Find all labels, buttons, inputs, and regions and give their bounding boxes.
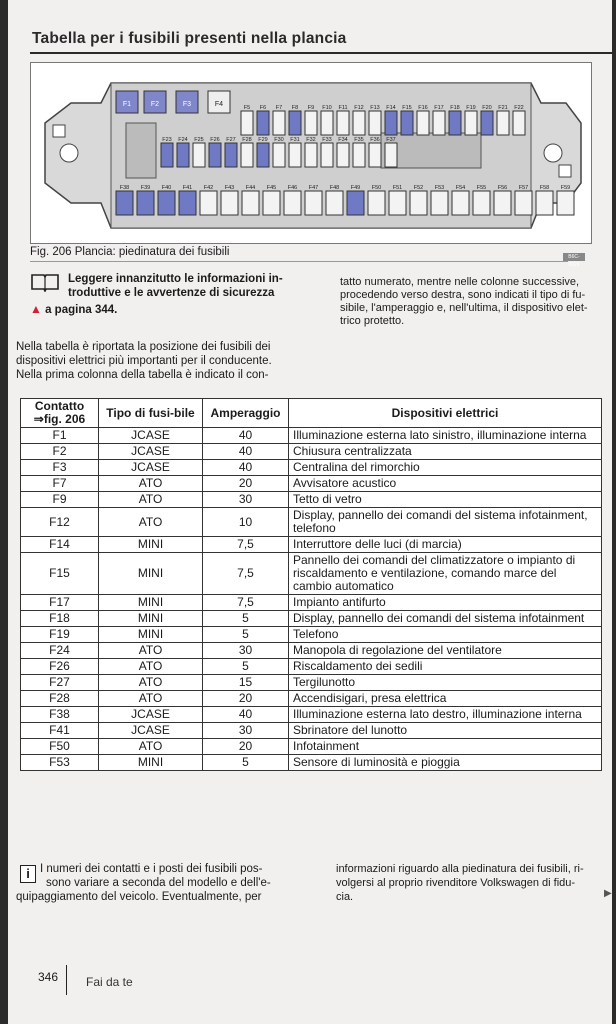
fuse-slot (515, 191, 532, 215)
fuse-label: F11 (338, 105, 348, 111)
fuse-label: F2 (150, 101, 160, 108)
cell-contact: F9 (21, 492, 99, 508)
fuse-label: F29 (258, 137, 268, 143)
fuse-label: F21 (498, 105, 508, 111)
fuse-slot (326, 191, 343, 215)
title-rule (30, 52, 612, 54)
fuse-slot (177, 143, 189, 167)
cell-device: Infotainment (289, 739, 602, 755)
cell-contact: F18 (21, 611, 99, 627)
fuse-slot (158, 191, 175, 215)
fuse-label: F5 (243, 105, 251, 111)
fuse-label: F45 (266, 185, 277, 191)
fuse-box-drawing (31, 63, 591, 243)
fuse-label: F38 (119, 185, 130, 191)
fuse-label: F15 (402, 105, 412, 111)
fuse-slot (273, 143, 285, 167)
fuse-slot (137, 191, 154, 215)
fuse-slot (241, 143, 253, 167)
fuse-slot (353, 111, 365, 135)
fuse-label: F35 (354, 137, 364, 143)
cell-amperage: 20 (203, 739, 289, 755)
footer-divider (66, 965, 67, 995)
cell-contact: F38 (21, 707, 99, 723)
intro-right-column (340, 276, 610, 328)
table-row (21, 508, 602, 537)
table-row (21, 707, 602, 723)
cell-amperage: 7,5 (203, 537, 289, 553)
para-left-line: dispositivi elettrici più importanti per il conducente. (16, 355, 272, 367)
fuse-slot (116, 191, 133, 215)
fuse-label: F56 (497, 185, 508, 191)
cell-type: ATO (99, 476, 203, 492)
table-row (21, 755, 602, 771)
fuse-slot (465, 111, 477, 135)
fuse-label: F23 (162, 137, 172, 143)
cell-type: MINI (99, 627, 203, 643)
fuse-label: F14 (386, 105, 396, 111)
table-row (21, 537, 602, 553)
table-row (21, 428, 602, 444)
fuse-slot (284, 191, 301, 215)
cell-type: JCASE (99, 428, 203, 444)
fuse-label: F36 (370, 137, 380, 143)
fuse-label: F46 (287, 185, 298, 191)
cell-device: Manopola di regolazione del ventilatore (289, 643, 602, 659)
table-row (21, 444, 602, 460)
fuse-slot (273, 111, 285, 135)
fuse-slot (305, 111, 317, 135)
fuse-label: F47 (308, 185, 319, 191)
cell-type: MINI (99, 553, 203, 595)
note-right-line: informazioni riguardo alla piedinatura dei fusibili, ri- (336, 863, 584, 875)
fuse-label: F43 (224, 185, 235, 191)
fuse-slot (305, 143, 317, 167)
fuse-label: F33 (322, 137, 332, 143)
cell-device: Avvisatore acustico (289, 476, 602, 492)
book-icon (30, 272, 60, 292)
fuse-label: F1 (122, 101, 132, 108)
fuse-slot (337, 143, 349, 167)
fuse-label: F28 (242, 137, 252, 143)
fuse-label: F30 (274, 137, 284, 143)
cell-type: ATO (99, 739, 203, 755)
cell-type: ATO (99, 659, 203, 675)
para-right-line: sibile, l'amperaggio e, nell'ultima, il dispositivo elet- (340, 302, 588, 314)
cell-device: Telefono (289, 627, 602, 643)
fuse-label: F6 (259, 105, 267, 111)
fuse-label: F52 (413, 185, 424, 191)
cell-device: Sbrinatore del lunotto (289, 723, 602, 739)
cell-device: Tetto di vetro (289, 492, 602, 508)
fuse-slot (289, 111, 301, 135)
fuse-slot (497, 111, 509, 135)
fuse-slot (179, 191, 196, 215)
intro-bold-line-2: troduttive e le avvertenze di sicurezza (68, 287, 275, 299)
fuse-label: F18 (450, 105, 460, 111)
fuse-label: F9 (307, 105, 315, 111)
cell-type: ATO (99, 691, 203, 707)
cell-amperage: 40 (203, 460, 289, 476)
fuse-label: F42 (203, 185, 214, 191)
cell-contact: F15 (21, 553, 99, 595)
fuse-label: F17 (434, 105, 444, 111)
col-header-contact: Contatto ⇒fig. 206 (21, 399, 99, 428)
cell-device: Accendisigari, presa elettrica (289, 691, 602, 707)
cell-device: Illuminazione esterna lato destro, illuminazione interna (289, 707, 602, 723)
cell-amperage: 40 (203, 707, 289, 723)
cell-amperage: 20 (203, 476, 289, 492)
fuse-slot (513, 111, 525, 135)
caption-rule (30, 261, 568, 262)
table-row (21, 460, 602, 476)
info-icon: i (20, 865, 36, 883)
fuse-slot (494, 191, 511, 215)
intro-left-paragraph (16, 340, 336, 382)
fuse-label: F10 (322, 105, 332, 111)
fuse-slot (385, 111, 397, 135)
fuse-label: F12 (354, 105, 364, 111)
cell-amperage: 40 (203, 444, 289, 460)
cell-device: Illuminazione esterna lato sinistro, illuminazione interna (289, 428, 602, 444)
fuse-table (20, 398, 602, 771)
figure-code: B6C-0029 (563, 253, 585, 261)
cell-contact: F53 (21, 755, 99, 771)
cell-device: Impianto antifurto (289, 595, 602, 611)
cell-contact: F24 (21, 643, 99, 659)
cell-device: Interruttore delle luci (di marcia) (289, 537, 602, 553)
fuse-label: F55 (476, 185, 487, 191)
table-row (21, 643, 602, 659)
cell-contact: F1 (21, 428, 99, 444)
fuse-label: F26 (210, 137, 220, 143)
table-row (21, 492, 602, 508)
fuse-box-diagram (30, 62, 592, 244)
cell-type: ATO (99, 508, 203, 537)
cell-device: Riscaldamento dei sedili (289, 659, 602, 675)
note-left-line: quipaggiamento del veicolo. Eventualmente, per (16, 891, 262, 903)
fuse-label: F50 (371, 185, 382, 191)
manual-page (8, 0, 612, 1024)
fuse-slot (368, 191, 385, 215)
fuse-slot (305, 191, 322, 215)
cell-amperage: 20 (203, 691, 289, 707)
table-header-row (21, 399, 602, 428)
fuse-slot (161, 143, 173, 167)
table-row (21, 691, 602, 707)
cell-type: JCASE (99, 707, 203, 723)
cell-amperage: 30 (203, 723, 289, 739)
fuse-label: F57 (518, 185, 529, 191)
figure-caption: Fig. 206 Plancia: piedinatura dei fusibili (30, 246, 230, 258)
cell-device: Chiusura centralizzata (289, 444, 602, 460)
fuse-slot (193, 143, 205, 167)
cell-type: ATO (99, 643, 203, 659)
cell-type: MINI (99, 537, 203, 553)
cell-type: MINI (99, 595, 203, 611)
cell-amperage: 30 (203, 492, 289, 508)
cell-amperage: 40 (203, 428, 289, 444)
fuse-label: F13 (370, 105, 380, 111)
fuse-slot (452, 191, 469, 215)
fuse-label: F8 (291, 105, 299, 111)
fuse-label: F25 (194, 137, 204, 143)
note-left-line: sono variare a seconda del modello e dell'e- (46, 877, 271, 889)
fuse-slot (369, 111, 381, 135)
table-row (21, 595, 602, 611)
table-row (21, 659, 602, 675)
cell-type: JCASE (99, 723, 203, 739)
cell-amperage: 5 (203, 611, 289, 627)
fuse-label: F59 (560, 185, 571, 191)
col-header-type: Tipo di fusi-bile (99, 399, 203, 428)
cell-contact: F50 (21, 739, 99, 755)
cell-type: ATO (99, 675, 203, 691)
fuse-label: F44 (245, 185, 256, 191)
fuse-label: F3 (182, 101, 192, 108)
fuse-label: F31 (290, 137, 300, 143)
table-row (21, 675, 602, 691)
cell-amperage: 5 (203, 755, 289, 771)
warning-triangle-icon: ▲ (30, 302, 42, 316)
cell-device: Display, pannello dei comandi del sistema infotainment (289, 611, 602, 627)
fuse-label: F34 (338, 137, 348, 143)
fuse-slot (241, 111, 253, 135)
fuse-label: F27 (226, 137, 236, 143)
fuse-slot (473, 191, 490, 215)
fuse-slot (557, 191, 574, 215)
fuse-slot (536, 191, 553, 215)
fuse-slot (257, 143, 269, 167)
fuse-slot (385, 143, 397, 167)
fuse-label: F32 (306, 137, 316, 143)
para-right-line: procedendo verso destra, sono indicati il tipo di fu- (340, 289, 586, 301)
fuse-slot (289, 143, 301, 167)
table-row (21, 739, 602, 755)
fuse-label: F37 (386, 137, 396, 143)
fuse-slot (321, 143, 333, 167)
cell-amperage: 5 (203, 659, 289, 675)
fuse-slot (481, 111, 493, 135)
fuse-label: F58 (539, 185, 550, 191)
fuse-slot (242, 191, 259, 215)
para-right-line: tatto numerato, mentre nelle colonne successive, (340, 276, 580, 288)
fuse-slot (263, 191, 280, 215)
para-left-line: Nella tabella è riportata la posizione dei fusibili dei (16, 341, 271, 353)
col-header-amperage: Amperaggio (203, 399, 289, 428)
cell-type: ATO (99, 492, 203, 508)
fuse-slot (347, 191, 364, 215)
note-right-line: cia. (336, 891, 354, 903)
fuse-label: F51 (392, 185, 403, 191)
fuse-label: F7 (275, 105, 283, 111)
page-title: Tabella per i fusibili presenti nella plancia (32, 30, 347, 47)
cell-contact: F19 (21, 627, 99, 643)
cell-type: JCASE (99, 460, 203, 476)
fuse-label: F40 (161, 185, 172, 191)
fuse-slot (369, 143, 381, 167)
cell-device: Sensore di luminosità e pioggia (289, 755, 602, 771)
page-number: 346 (38, 970, 59, 984)
cell-type: MINI (99, 611, 203, 627)
cell-contact: F17 (21, 595, 99, 611)
fuse-slot (225, 143, 237, 167)
footer-section: Fai da te (86, 975, 133, 989)
cell-contact: F28 (21, 691, 99, 707)
fuse-slot (257, 111, 269, 135)
continue-arrow-icon: ▶ (604, 888, 612, 899)
para-right-line: trico protetto. (340, 315, 405, 327)
cell-amperage: 15 (203, 675, 289, 691)
table-row (21, 611, 602, 627)
cell-contact: F41 (21, 723, 99, 739)
cell-amperage: 7,5 (203, 553, 289, 595)
cell-device: Tergilunotto (289, 675, 602, 691)
fuse-label: F54 (455, 185, 466, 191)
cell-contact: F14 (21, 537, 99, 553)
fuse-slot (433, 111, 445, 135)
intro-block (30, 272, 340, 316)
cell-contact: F3 (21, 460, 99, 476)
cell-type: JCASE (99, 444, 203, 460)
fuse-slot (209, 143, 221, 167)
fuse-slot (321, 111, 333, 135)
fuse-slot (221, 191, 238, 215)
fuse-row-3 (161, 137, 397, 167)
intro-bold-line-1: Leggere innanzitutto le informazioni in- (68, 273, 283, 285)
table-row (21, 476, 602, 492)
fuse-label: F20 (482, 105, 492, 111)
fuse-slot (417, 111, 429, 135)
cell-contact: F2 (21, 444, 99, 460)
fuse-label: F41 (182, 185, 193, 191)
intro-page-ref[interactable]: a pagina 344. (45, 304, 118, 316)
fuse-label: F39 (140, 185, 151, 191)
table-row (21, 553, 602, 595)
fuse-label: F53 (434, 185, 445, 191)
para-left-line: Nella prima colonna della tabella è indicato il con- (16, 369, 269, 381)
cell-amperage: 30 (203, 643, 289, 659)
fuse-slot (389, 191, 406, 215)
table-row (21, 723, 602, 739)
fuse-label: F49 (350, 185, 361, 191)
fuse-label: F22 (514, 105, 524, 111)
cell-amperage: 7,5 (203, 595, 289, 611)
note-right-line: volgersi al proprio rivenditore Volkswagen di fidu- (336, 877, 576, 889)
fuse-slot (449, 111, 461, 135)
cell-type: MINI (99, 755, 203, 771)
fuse-label: F19 (466, 105, 476, 111)
note-left-line: I numeri dei contatti e i posti dei fusibili pos- (40, 863, 263, 875)
fuse-label: F16 (418, 105, 428, 111)
cell-device: Pannello dei comandi del climatizzatore o impianto di riscaldamento e ventilazione, comando marce del cambio automatico (289, 553, 602, 595)
fuse-label: F4 (214, 101, 224, 108)
cell-contact: F7 (21, 476, 99, 492)
table-row (21, 627, 602, 643)
cell-amperage: 10 (203, 508, 289, 537)
fuse-slot (200, 191, 217, 215)
cell-contact: F27 (21, 675, 99, 691)
fuse-label: F48 (329, 185, 340, 191)
fuse-slot (353, 143, 365, 167)
fuse-slot (410, 191, 427, 215)
fuse-slot (431, 191, 448, 215)
cell-contact: F12 (21, 508, 99, 537)
cell-contact: F26 (21, 659, 99, 675)
cell-amperage: 5 (203, 627, 289, 643)
fuse-slot (401, 111, 413, 135)
col-header-device: Dispositivi elettrici (289, 399, 602, 428)
cell-device: Centralina del rimorchio (289, 460, 602, 476)
cell-device: Display, pannello dei comandi del sistema infotainment, telefono (289, 508, 602, 537)
fuse-slot (337, 111, 349, 135)
fuse-label: F24 (178, 137, 188, 143)
